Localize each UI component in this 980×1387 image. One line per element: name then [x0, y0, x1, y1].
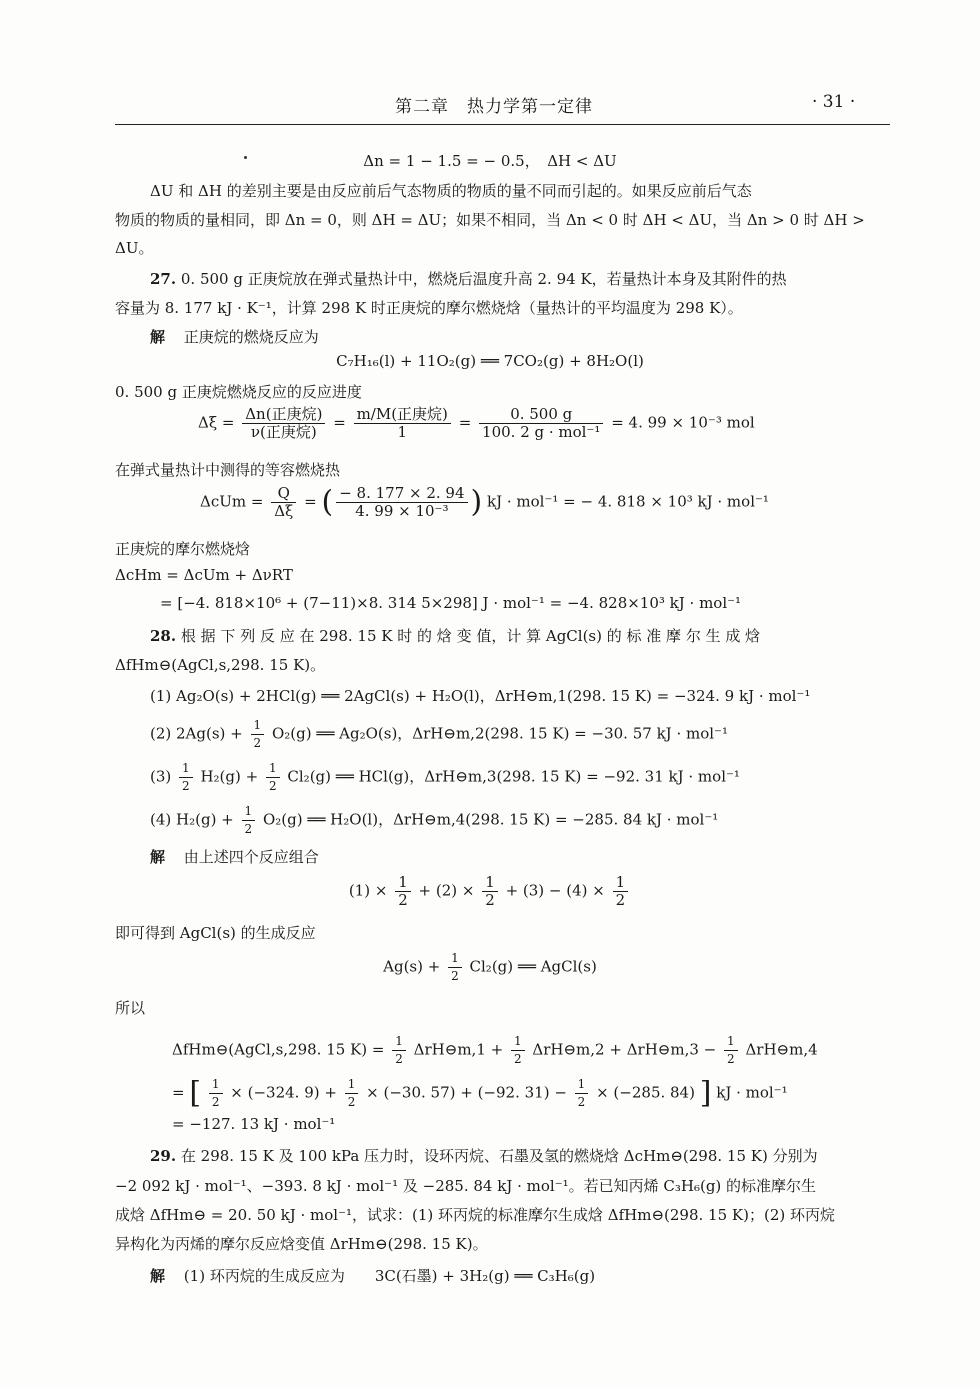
reaction-4: (4) H₂(g) + $\frac{1}{2}$ O₂(g) ══ H₂O(l)，ΔrH⊖m,4(298. 15 K) = −285. 84 kJ · mol⁻¹: [150, 804, 719, 836]
internal-energy-equation: ΔcUm = $\frac{Q}{\Delta\xi}$ = ( $\frac{- 8. 177 \times 2. 94}{\text{4. 99 × 10⁻³}}$ ) kJ · mol⁻¹ = − 4. 818 × 10³ kJ · mol⁻¹: [200, 484, 769, 520]
fraction: $\frac{Q}{\Delta\xi}$: [271, 485, 296, 520]
agcl-formation-equation: Ag(s) + $\frac{1}{2}$ Cl₂(g) ══ AgCl(s): [383, 951, 597, 983]
fraction: $\frac{1}{2}$: [724, 1033, 738, 1068]
equation-line: = [−4. 818×10⁶ + (7−11)×8. 314 5×298] J · mol⁻¹ = −4. 828×10³ kJ · mol⁻¹: [160, 594, 742, 612]
fraction: $\frac{1}{2}$: [345, 1076, 359, 1111]
solution-28-intro: [150, 846, 319, 867]
fraction: $\frac{1}{2}$: [179, 760, 193, 795]
paragraph-line: ΔU 和 ΔH 的差别主要是由反应前后气态物质的物质的量不同而引起的。如果反应前后气态: [150, 182, 752, 200]
fraction: $\frac{1}{2}$: [242, 803, 256, 838]
fraction: $\frac{1}{2}$: [209, 1076, 223, 1111]
reaction-extent-equation: Δξ = $\frac{\text{Δn(正庚烷)}}{\text{ν(正庚烷)}}$ = $\frac{\text{m/M(正庚烷)}}{1}$ = $\frac{0. 500 g}{\text{100. 2 g · mol⁻¹}}$ = 4. 99 × 10⁻³ mol: [198, 405, 755, 441]
problem-number: 27.: [150, 270, 177, 288]
solution-29-intro: [150, 1265, 595, 1286]
paragraph-line: 即可得到 AgCl(s) 的生成反应: [115, 924, 316, 942]
solution-27-intro: [150, 326, 319, 347]
problem-28-line2: ΔfHm⊖(AgCl,s,298. 15 K)。: [115, 656, 326, 674]
problem-number: 29.: [150, 1147, 177, 1165]
fraction: $\frac{1}{2}$: [511, 1033, 525, 1068]
reaction-combination: (1) × $\frac{1}{2}$ + (2) × $\frac{1}{2}$ + (3) − (4) × $\frac{1}{2}$: [0, 874, 980, 909]
fraction: $\frac{- 8. 177 \times 2. 94}{\text{4. 99 × 10⁻³}}$: [336, 485, 467, 520]
solution-label: 解: [150, 328, 166, 346]
problem-27-line2: 容量为 8. 177 kJ · K⁻¹，计算 298 K 时正庚烷的摩尔燃烧焓（量热计的平均温度为 298 K）。: [115, 299, 743, 317]
header-rule: [115, 124, 890, 125]
paragraph-line: 物质的物质的量相同，即 Δn = 0，则 ΔH = ΔU；如果不相同，当 Δn < 0 时 ΔH < ΔU，当 Δn > 0 时 ΔH >: [115, 211, 865, 229]
problem-number: 28.: [150, 627, 177, 645]
problem-29-line1: [150, 1145, 818, 1166]
delta-n-equation: Δn = 1 − 1.5 = − 0.5， ΔH < ΔU: [363, 152, 617, 170]
problem-text: 在 298. 15 K 及 100 kPa 压力时，设环丙烷、石墨及氢的燃烧焓 ΔcHm⊖(298. 15 K) 分别为: [180, 1147, 818, 1165]
fraction: $\frac{1}{2}$: [392, 1033, 406, 1068]
enthalpy-result: = −127. 13 kJ · mol⁻¹: [172, 1115, 336, 1133]
paragraph-line: 所以: [115, 999, 146, 1017]
fraction: $\frac{0. 500 g}{\text{100. 2 g · mol⁻¹}}$: [479, 406, 603, 441]
enthalpy-equation-line2: = [ $\frac{1}{2}$ × (−324. 9) + $\frac{1}{2}$ × (−30. 57) + (−92. 31) − $\frac{1}{2}$ × (−285. 84) ] kJ · mol⁻¹: [172, 1075, 788, 1111]
reaction-2: (2) 2Ag(s) + $\frac{1}{2}$ O₂(g) ══ Ag₂O(s)，ΔrH⊖m,2(298. 15 K) = −30. 57 kJ · mol⁻¹: [150, 718, 728, 750]
reaction-3: (3) $\frac{1}{2}$ H₂(g) + $\frac{1}{2}$ Cl₂(g) ══ HCl(g)，ΔrH⊖m,3(298. 15 K) = −92. 31 kJ · mol⁻¹: [150, 761, 740, 793]
chapter-title: 第二章 热力学第一定律: [395, 97, 593, 117]
page-number: · 31 ·: [812, 92, 856, 112]
fraction: $\frac{1}{2}$: [448, 950, 462, 985]
fraction: $\frac{\text{m/M(正庚烷)}}{1}$: [354, 406, 451, 441]
problem-text: 0. 500 g 正庚烷放在弹式量热计中，燃烧后温度升高 2. 94 K，若量热计本身及其附件的热: [180, 270, 787, 288]
paragraph-line: ΔU。: [115, 239, 154, 257]
problem-text: 根 据 下 列 反 应 在 298. 15 K 时 的 焓 变 值，计 算 AgCl(s) 的 标 准 摩 尔 生 成 焓: [180, 627, 761, 645]
solution-label: 解: [150, 1267, 166, 1285]
paragraph-line: 正庚烷的摩尔燃烧焓: [115, 540, 251, 558]
enthalpy-equation-line1: ΔfHm⊖(AgCl,s,298. 15 K) = $\frac{1}{2}$ ΔrH⊖m,1 + $\frac{1}{2}$ ΔrH⊖m,2 + ΔrH⊖m,3 − $\frac{1}{2}$ ΔrH⊖m,4: [172, 1034, 818, 1066]
fraction: $\frac{1}{2}$: [266, 760, 280, 795]
problem-27-line1: [150, 268, 787, 289]
solution-label: 解: [150, 848, 166, 866]
paragraph-line: 在弹式量热计中测得的等容燃烧热: [115, 461, 341, 479]
fraction: $\frac{1}{2}$: [482, 874, 498, 909]
fraction: $\frac{1}{2}$: [395, 874, 411, 909]
solution-text: 由上述四个反应组合: [183, 848, 319, 866]
fraction: $\frac{1}{2}$: [613, 874, 629, 909]
fraction: $\frac{1}{2}$: [251, 717, 265, 752]
problem-28-line1: [150, 625, 760, 646]
problem-29-line2: −2 092 kJ · mol⁻¹、−393. 8 kJ · mol⁻¹ 及 −285. 84 kJ · mol⁻¹。若已知丙烯 C₃H₆(g) 的标准摩尔生: [115, 1177, 817, 1195]
equation-line: ΔcHm = ΔcUm + ΔνRT: [115, 566, 293, 584]
reaction-1: (1) Ag₂O(s) + 2HCl(g) ══ 2AgCl(s) + H₂O(l)，ΔrH⊖m,1(298. 15 K) = −324. 9 kJ · mol⁻¹: [150, 687, 811, 705]
problem-29-line3: 成焓 ΔfHm⊖ = 20. 50 kJ · mol⁻¹，试求：(1) 环丙烷的标准摩尔生成焓 ΔfHm⊖(298. 15 K)；(2) 环丙烷: [115, 1206, 835, 1224]
paragraph-line: 0. 500 g 正庚烷燃烧反应的反应进度: [115, 383, 362, 401]
solution-text: 正庚烷的燃烧反应为: [183, 328, 319, 346]
solution-text: (1) 环丙烷的生成反应为 3C(石墨) + 3H₂(g) ══ C₃H₆(g): [183, 1267, 596, 1285]
fraction: $\frac{1}{2}$: [575, 1076, 589, 1111]
problem-29-line4: 异构化为丙烯的摩尔反应焓变值 ΔrHm⊖(298. 15 K)。: [115, 1235, 488, 1253]
fraction: $\frac{\text{Δn(正庚烷)}}{\text{ν(正庚烷)}}$: [242, 406, 325, 441]
combustion-equation: C₇H₁₆(l) + 11O₂(g) ══ 7CO₂(g) + 8H₂O(l): [336, 352, 644, 370]
